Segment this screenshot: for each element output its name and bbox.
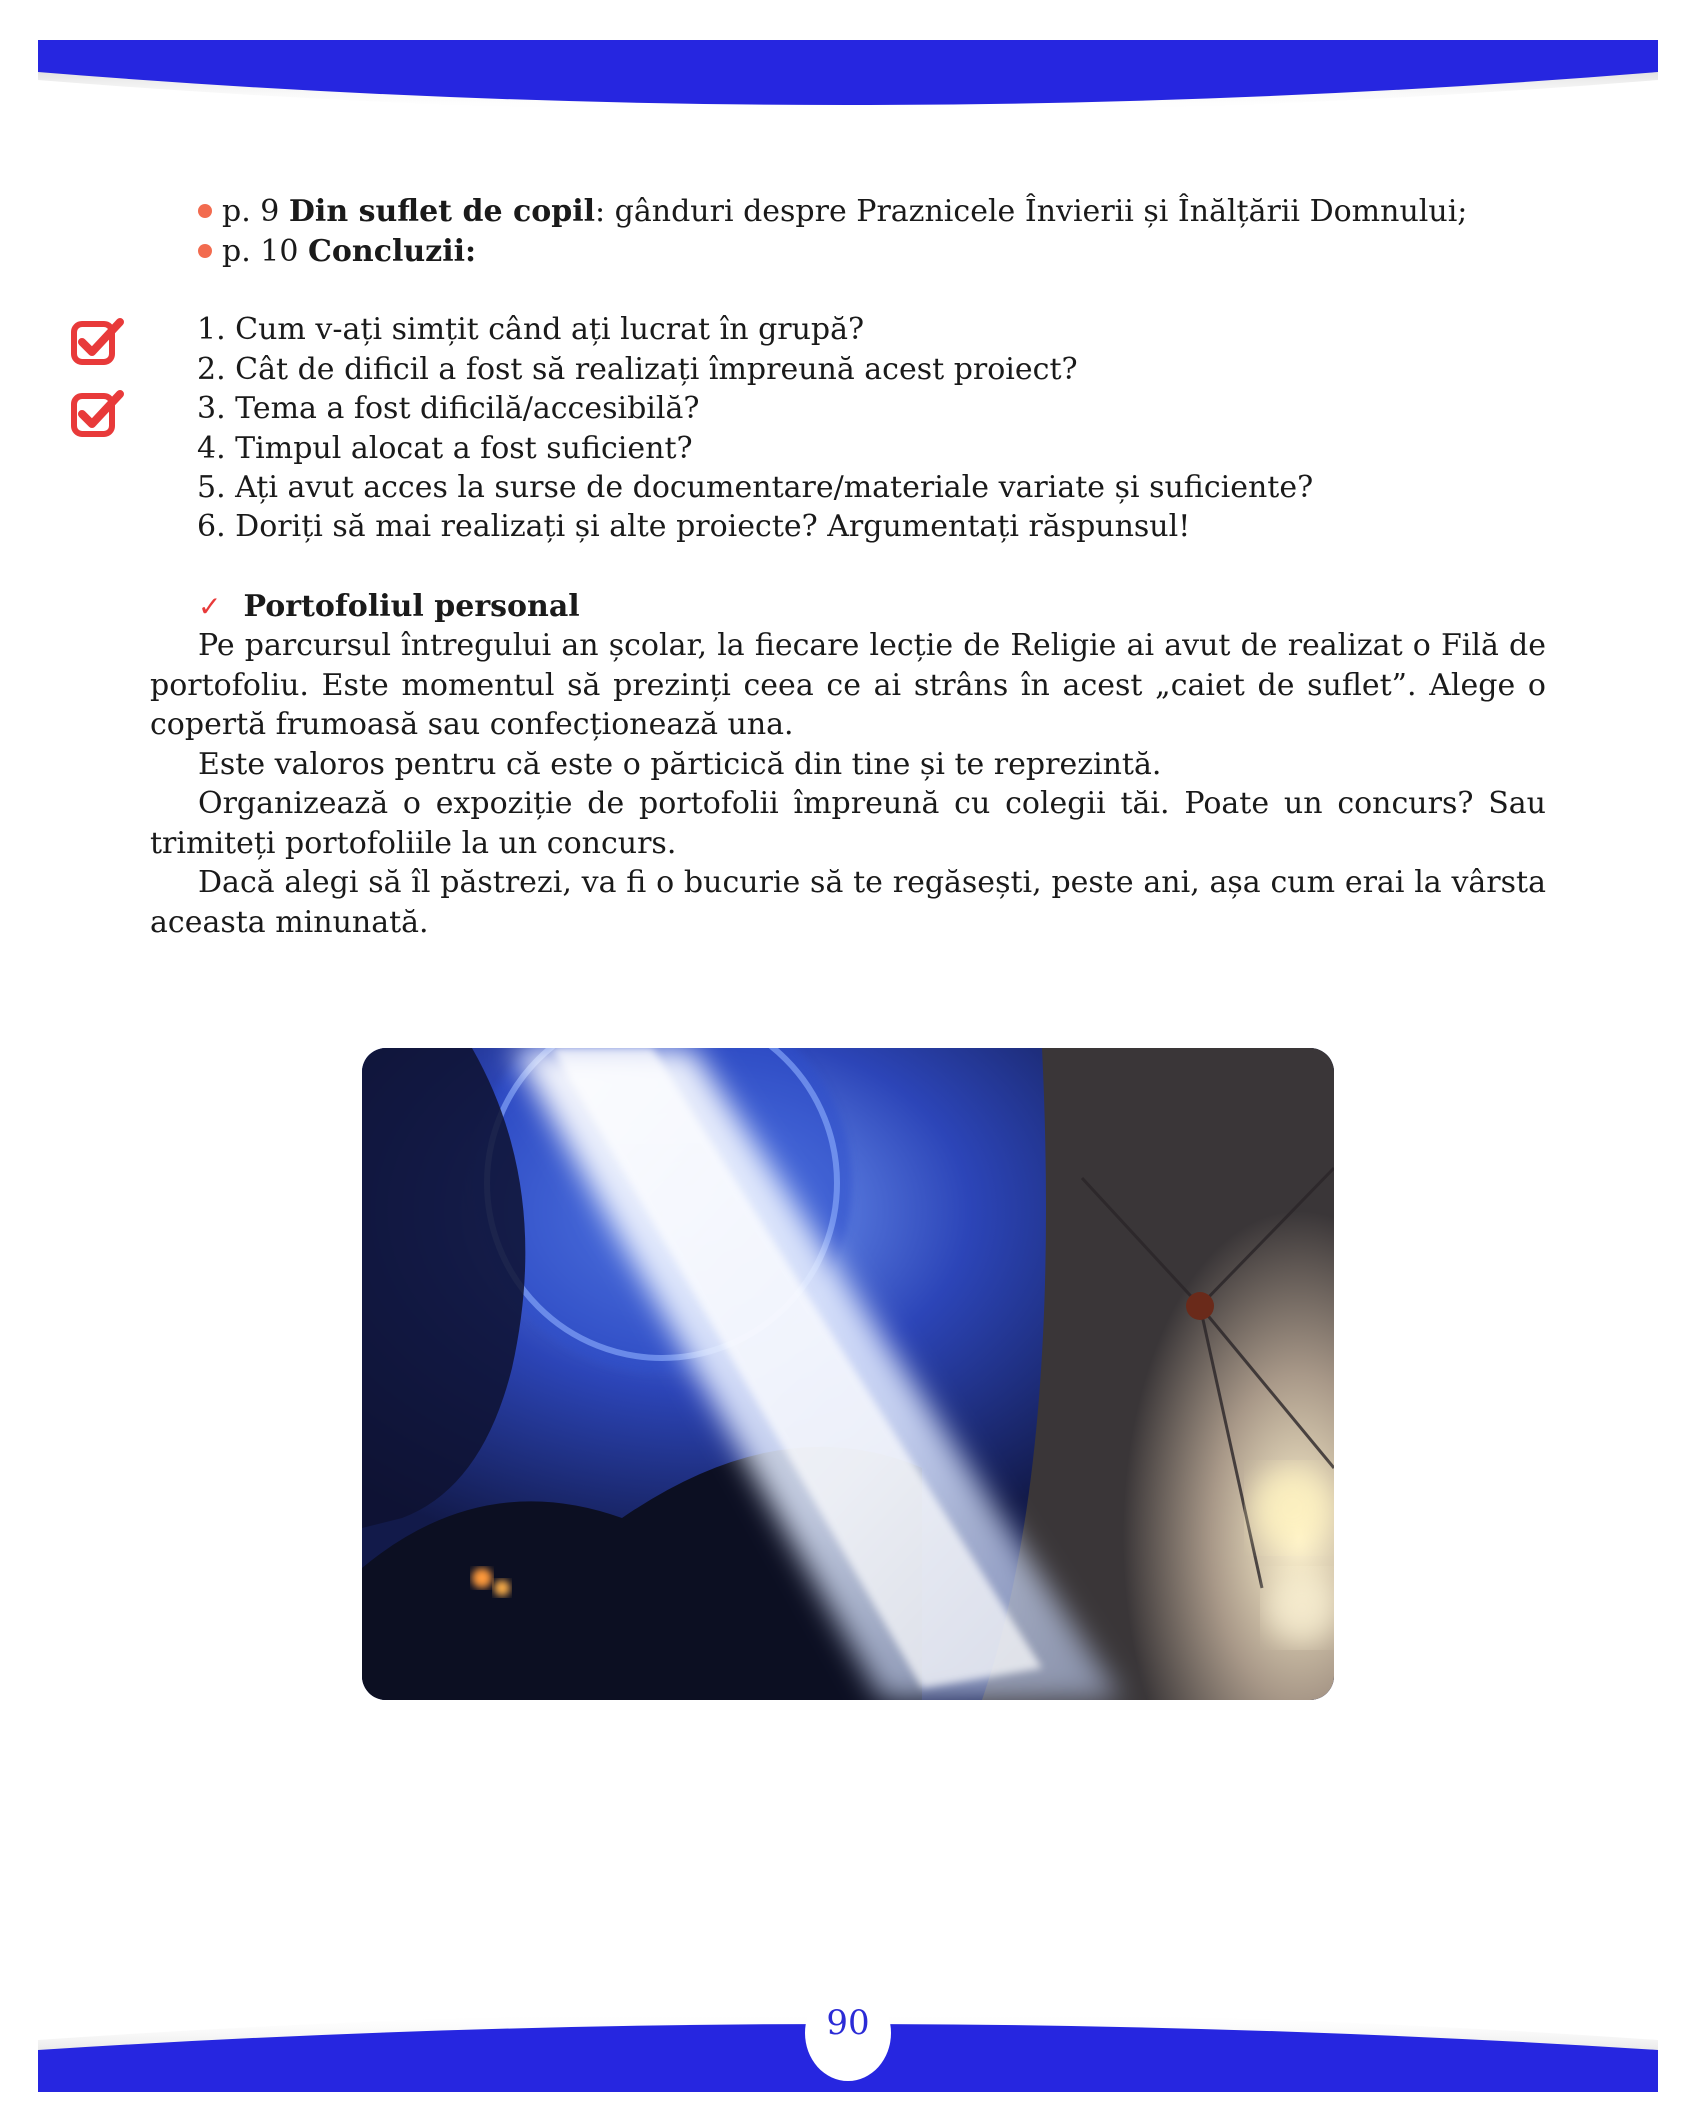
- question-1: 1. Cum v-ați simțit când ați lucrat în grupă?: [197, 312, 865, 347]
- bullet-dot: [198, 244, 212, 258]
- page-number: 90: [826, 2003, 870, 2043]
- question-4: 4. Timpul alocat a fost suficient?: [197, 431, 693, 466]
- section-heading: [198, 587, 580, 626]
- question-5: 5. Ați avut acces la surse de documentare/materiale variate și suficiente?: [197, 470, 1314, 505]
- bullet-bold: Concluzii:: [308, 234, 477, 269]
- bullet-rest: : gânduri despre Praznicele Învierii și Înălțării Domnului;: [595, 194, 1468, 229]
- bullet-prefix: p. 9: [222, 194, 289, 229]
- paragraph-text: Dacă alegi să îl păstrezi, va fi o bucurie să te regăsești, peste ani, așa cum erai la vârsta aceasta minunată.: [150, 865, 1546, 940]
- bullet-item-1: [198, 192, 1467, 231]
- header-band: [0, 0, 1693, 150]
- bullet-prefix: p. 10: [222, 234, 308, 269]
- paragraph-text: Pe parcursul întregului an școlar, la fiecare lecție de Religie ai avut de realizat o Filă de portofoliu. Este momentul să prezinți ceea ce ai strâns în acest „caiet de suflet”. Alege o copertă frumoasă sau confecționează una.: [150, 628, 1546, 742]
- paragraph-1: [150, 626, 1546, 745]
- paragraph-text: Organizează o expoziție de portofolii împreună cu colegii tăi. Poate un concurs? Sau trimiteți portofoliile la un concurs.: [150, 786, 1546, 861]
- question-3: 3. Tema a fost dificilă/accesibilă?: [197, 391, 700, 426]
- check-icon: ✓: [198, 590, 222, 623]
- checkbox-icon: [70, 318, 126, 368]
- bullet-item-2: [198, 232, 476, 271]
- section-title: Portofoliul personal: [243, 589, 580, 624]
- bullet-bold: Din suflet de copil: [288, 194, 596, 229]
- question-2: 2. Cât de dificil a fost să realizați împreună acest proiect?: [197, 352, 1078, 387]
- question-6: 6. Doriți să mai realizați și alte proiecte? Argumentați răspunsul!: [197, 509, 1191, 544]
- paragraph-3: [150, 784, 1546, 863]
- paragraph-text: Este valoros pentru că este o părticică din tine și te reprezintă.: [198, 747, 1162, 782]
- paragraph-2: [150, 745, 1546, 785]
- church-dome-photo: [362, 1048, 1334, 1700]
- paragraph-4: [150, 863, 1546, 942]
- bullet-dot: [198, 204, 212, 218]
- checkbox-icon: [70, 390, 126, 440]
